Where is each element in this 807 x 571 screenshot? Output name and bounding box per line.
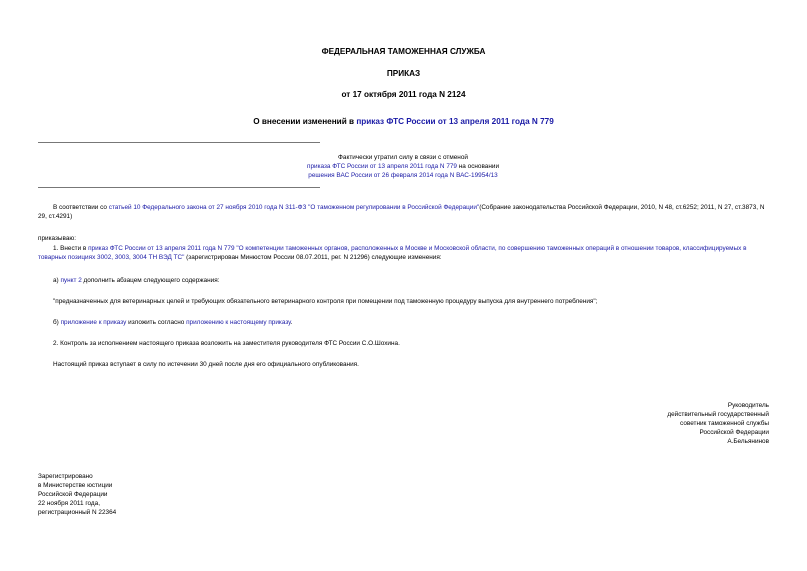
sub-b-prefix: б)	[53, 319, 61, 326]
signature-line-2: действительный государственный	[667, 411, 769, 418]
order-779-link[interactable]: приказ ФТС России от 13 апреля 2011 года N 779 "О компетенции таможенных органов, расположенных в Москве и Московской области, по совершению таможенных операций в отношении товаров, классифицируемых в товарных позициях 3002, 3003, 3004 ТН ВЭД ТС"	[38, 245, 747, 261]
preamble-text-2: (Собрание законодательства Российской Федерации, 2010, N 48, ст.6252; 2011, N 27, ст.3873, N 29, ст.4291)	[38, 204, 765, 220]
sub-b-end: .	[290, 319, 293, 326]
sub-a-prefix: а)	[53, 277, 61, 284]
signature-block	[667, 401, 769, 446]
registration-number: регистрационный N 22364	[38, 509, 117, 516]
sub-b-middle: изложить согласно	[126, 319, 187, 326]
status-line-1: Фактически утратил силу в связи с отменой	[338, 154, 468, 161]
signature-name: А.Бельянинов	[727, 438, 769, 445]
new-appendix-link[interactable]: приложению к настоящему приказу	[186, 319, 291, 326]
preamble-text-1: В соответствии со	[53, 204, 109, 211]
quoted-addition: "предназначенных для ветеринарных целей и требующих обязательного ветеринарного контроля при помещении под таможенную процедуру выпуска для внутреннего потребления";	[53, 298, 598, 305]
date-heading: от 17 октября 2011 года N 2124	[341, 90, 466, 99]
status-note	[38, 153, 768, 180]
bottom-divider	[38, 187, 320, 188]
appendix-link[interactable]: приложение к приказу	[60, 319, 127, 326]
item-1-paragraph	[38, 244, 773, 262]
sub-item-b	[38, 318, 773, 327]
agency-heading: ФЕДЕРАЛЬНАЯ ТАМОЖЕННАЯ СЛУЖБА	[321, 47, 486, 56]
registration-line-4: 22 ноября 2011 года,	[38, 500, 100, 507]
preamble-paragraph	[38, 203, 773, 221]
signature-line-3: советник таможенной службы	[680, 420, 769, 427]
title-prefix: О внесении изменений в	[253, 117, 357, 126]
effective-date-paragraph: Настоящий приказ вступает в силу по истечении 30 дней после дня его официального опубликования.	[53, 361, 359, 368]
top-divider	[38, 142, 320, 143]
sub-a-rest: дополнить абзацем следующего содержания:	[81, 277, 220, 284]
document-title	[0, 117, 807, 126]
status-decision-link[interactable]: решения ВАС России от 26 февраля 2014 года N ВАС-19954/13	[308, 172, 498, 179]
signature-line-1: Руководитель	[727, 402, 769, 409]
item-1-prefix: 1. Внести в	[53, 245, 89, 252]
sub-item-a	[38, 276, 773, 285]
status-line-3	[38, 171, 768, 180]
doc-type-heading: ПРИКАЗ	[386, 69, 421, 78]
registration-block	[38, 472, 116, 517]
registration-line-3: Российской Федерации	[38, 491, 108, 498]
registration-line-1: Зарегистрировано	[38, 473, 93, 480]
order-word: приказываю:	[38, 235, 76, 242]
point-2-link[interactable]: пункт 2	[60, 277, 82, 284]
status-line-2-rest: на основании	[457, 163, 500, 170]
law-link[interactable]: статьей 10 Федерального закона от 27 ноября 2010 года N 311-ФЗ "О таможенном регулировании в Российской Федерации"	[108, 204, 480, 211]
status-line-2	[38, 162, 768, 171]
item-1-rest: (зарегистрирован Минюстом России 08.07.2011, рег. N 21296) следующие изменения:	[184, 254, 442, 261]
title-link[interactable]: приказ ФТС России от 13 апреля 2011 года N 779	[356, 117, 554, 126]
item-2-paragraph: 2. Контроль за исполнением настоящего приказа возложить на заместителя руководителя ФТС России С.О.Шохина.	[53, 340, 400, 347]
signature-line-4: Российской Федерации	[699, 429, 769, 436]
status-order-link[interactable]: приказа ФТС России от 13 апреля 2011 года N 779	[306, 163, 457, 170]
registration-line-2: в Министерстве юстиции	[38, 482, 113, 489]
